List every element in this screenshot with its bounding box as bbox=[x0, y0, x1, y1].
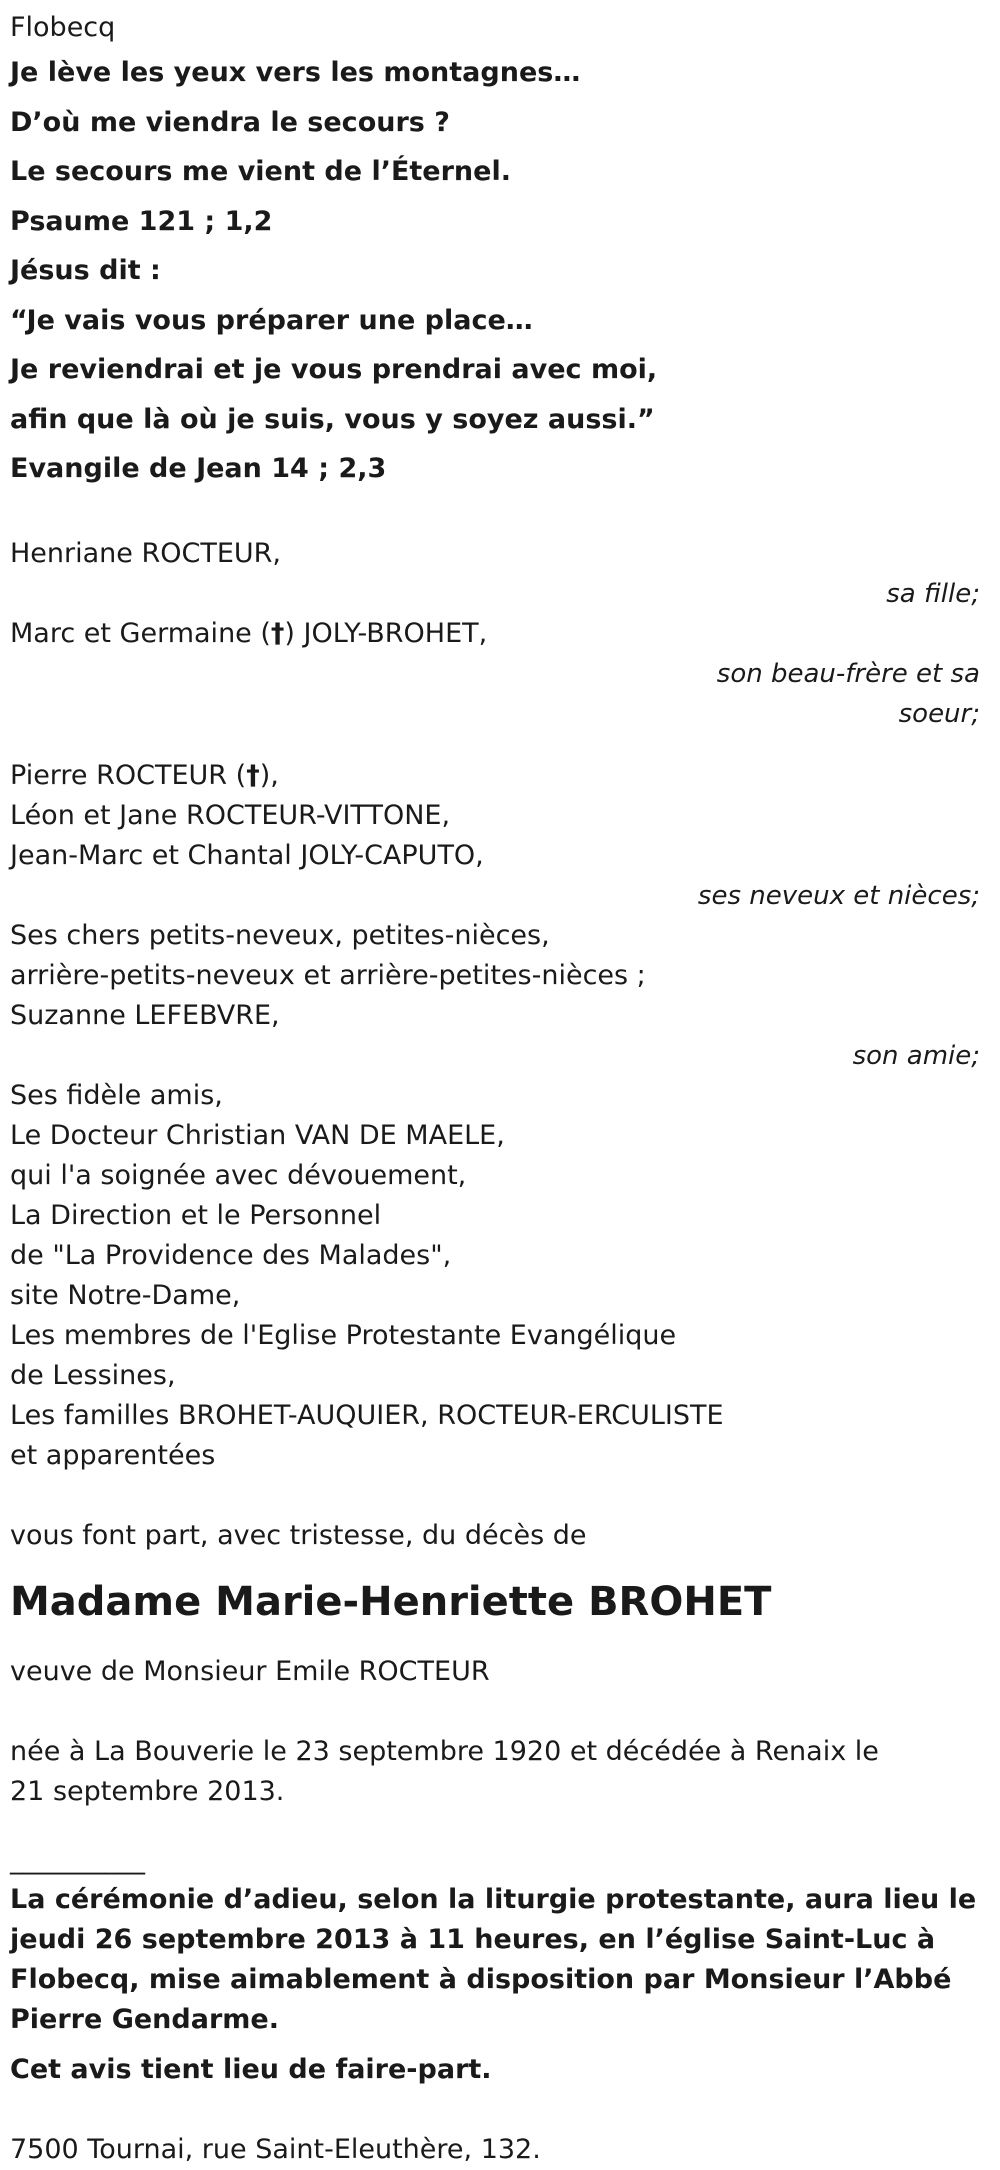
family-group-2 bbox=[10, 614, 990, 734]
family-name: Marc et Germaine (†) JOLY-BROHET, bbox=[10, 617, 488, 649]
others-line: Le Docteur Christian VAN DE MAELE, bbox=[10, 1119, 505, 1151]
verse-line: afin que là où je suis, vous y soyez aussi.” bbox=[10, 403, 655, 435]
others-line: qui l'a soignée avec dévouement, bbox=[10, 1159, 467, 1191]
family-group-4 bbox=[10, 916, 990, 1076]
verse-line: Je lève les yeux vers les montagnes… bbox=[10, 57, 581, 88]
relation-label: ses neveux et nièces; bbox=[697, 880, 980, 911]
family-name: Jean-Marc et Chantal JOLY-CAPUTO, bbox=[10, 839, 484, 871]
cross-icon: † bbox=[246, 759, 260, 791]
ceremony-details: La cérémonie d’adieu, selon la liturgie protestante, aura lieu le jeudi 26 septembre 2013 à 11 heures, en l’église Saint-Luc à Flobecq, mise aimablement à disposition par Monsieur l’Abbé Pierre Gendarme. bbox=[10, 1883, 977, 2035]
relation-label: son beau-frère et sa soeur; bbox=[716, 658, 980, 729]
relation-label: son amie; bbox=[852, 1040, 980, 1071]
others-line: et apparentées bbox=[10, 1439, 216, 1471]
family-name: Léon et Jane ROCTEUR-VITTONE, bbox=[10, 799, 451, 831]
relation-label: sa fille; bbox=[886, 578, 980, 609]
others-line: de Lessines, bbox=[10, 1359, 176, 1391]
address: 7500 Tournai, rue Saint-Eleuthère, 132. bbox=[10, 2133, 541, 2165]
family-name: Pierre ROCTEUR (†), bbox=[10, 759, 279, 791]
separator: __________ bbox=[10, 1843, 145, 1875]
verse-reference: Psaume 121 ; 1,2 bbox=[10, 205, 273, 237]
notice: Cet avis tient lieu de faire-part. bbox=[10, 2053, 492, 2085]
others-line: site Notre-Dame, bbox=[10, 1279, 241, 1311]
widow-of: veuve de Monsieur Emile ROCTEUR bbox=[10, 1655, 490, 1687]
others-line: Les membres de l'Eglise Protestante Evangélique bbox=[10, 1319, 677, 1351]
family-group-1 bbox=[10, 534, 990, 614]
cross-icon: † bbox=[270, 617, 285, 649]
verse-reference: Evangile de Jean 14 ; 2,3 bbox=[10, 453, 387, 484]
family-name: Henriane ROCTEUR, bbox=[10, 537, 282, 569]
others-line: Ses fidèle amis, bbox=[10, 1079, 223, 1111]
others-group bbox=[10, 1076, 990, 1476]
family-name: Ses chers petits-neveux, petites-nièces, bbox=[10, 919, 550, 951]
verse-line: “Je vais vous préparer une place… bbox=[10, 304, 533, 336]
birth-death: née à La Bouverie le 23 septembre 1920 et décédée à Renaix le 21 septembre 2013. bbox=[10, 1735, 879, 1807]
others-line: La Direction et le Personnel bbox=[10, 1199, 382, 1231]
family-group-3 bbox=[10, 756, 990, 916]
verse-line: Jésus dit : bbox=[10, 255, 161, 286]
location: Flobecq bbox=[10, 12, 116, 43]
verse-line: Le secours me vient de l’Éternel. bbox=[10, 156, 511, 187]
verse-line: D’où me viendra le secours ? bbox=[10, 106, 450, 138]
verses-block bbox=[10, 48, 990, 494]
others-line: de "La Providence des Malades", bbox=[10, 1239, 452, 1271]
others-line: Les familles BROHET-AUQUIER, ROCTEUR-ERCULISTE bbox=[10, 1399, 724, 1431]
deceased-name: Madame Marie-Henriette BROHET bbox=[10, 1578, 772, 1625]
announcement: vous font part, avec tristesse, du décès de bbox=[10, 1519, 587, 1551]
family-name: arrière-petits-neveux et arrière-petites-nièces ; bbox=[10, 959, 646, 991]
verse-line: Je reviendrai et je vous prendrai avec moi, bbox=[10, 354, 658, 385]
family-name: Suzanne LEFEBVRE, bbox=[10, 999, 280, 1031]
